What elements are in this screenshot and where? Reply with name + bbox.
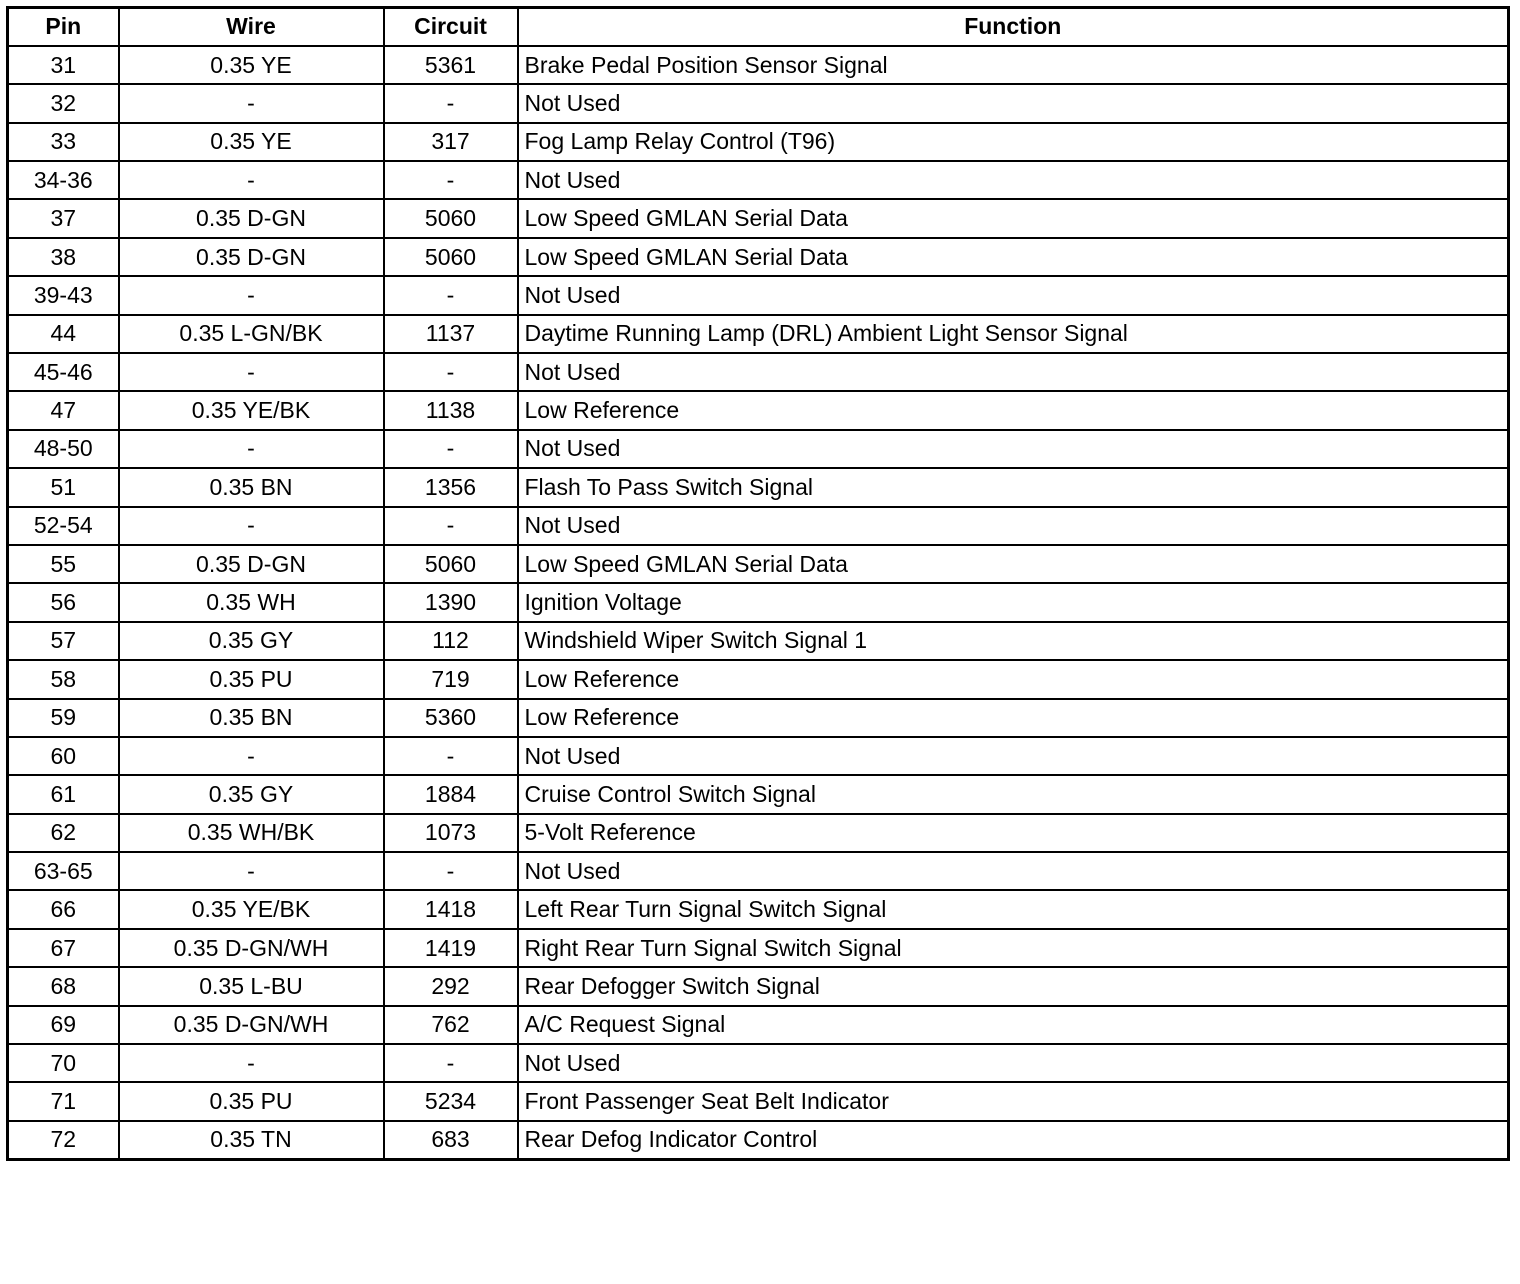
wire-cell: 0.35 BN <box>119 699 384 737</box>
table-row <box>8 391 1509 429</box>
circuit-cell: 683 <box>384 1121 518 1159</box>
table-row <box>8 315 1509 353</box>
table-row <box>8 430 1509 468</box>
connector-pinout-table <box>6 6 1510 1161</box>
function-cell: Not Used <box>518 1044 1509 1082</box>
table-row <box>8 46 1509 84</box>
function-cell: Left Rear Turn Signal Switch Signal <box>518 890 1509 928</box>
pin-cell: 67 <box>8 929 119 967</box>
pin-cell: 39-43 <box>8 276 119 314</box>
pin-cell: 58 <box>8 660 119 698</box>
pin-cell: 52-54 <box>8 507 119 545</box>
table-row <box>8 507 1509 545</box>
circuit-column-header: Circuit <box>384 8 518 46</box>
function-cell: Not Used <box>518 161 1509 199</box>
table-row <box>8 545 1509 583</box>
table-row <box>8 852 1509 890</box>
wire-cell: 0.35 L-BU <box>119 967 384 1005</box>
circuit-cell: - <box>384 737 518 775</box>
pin-cell: 32 <box>8 84 119 122</box>
pin-cell: 59 <box>8 699 119 737</box>
function-cell: Rear Defogger Switch Signal <box>518 967 1509 1005</box>
function-column-header: Function <box>518 8 1509 46</box>
table-row <box>8 622 1509 660</box>
function-cell: Not Used <box>518 276 1509 314</box>
pin-cell: 47 <box>8 391 119 429</box>
pin-cell: 44 <box>8 315 119 353</box>
function-cell: Right Rear Turn Signal Switch Signal <box>518 929 1509 967</box>
header-row <box>8 8 1509 46</box>
table-body <box>8 46 1509 1159</box>
table-row <box>8 699 1509 737</box>
pin-cell: 34-36 <box>8 161 119 199</box>
wire-cell: 0.35 YE <box>119 123 384 161</box>
wire-cell: 0.35 YE/BK <box>119 890 384 928</box>
pin-cell: 61 <box>8 775 119 813</box>
table-row <box>8 238 1509 276</box>
circuit-cell: 5060 <box>384 238 518 276</box>
function-cell: Ignition Voltage <box>518 583 1509 621</box>
table-row <box>8 1121 1509 1159</box>
pin-cell: 63-65 <box>8 852 119 890</box>
pin-column-header: Pin <box>8 8 119 46</box>
wire-cell: 0.35 WH <box>119 583 384 621</box>
circuit-cell: 5060 <box>384 545 518 583</box>
function-cell: Low Reference <box>518 391 1509 429</box>
wire-cell: 0.35 D-GN <box>119 238 384 276</box>
wire-cell: 0.35 GY <box>119 775 384 813</box>
wire-cell: 0.35 WH/BK <box>119 814 384 852</box>
circuit-cell: 1138 <box>384 391 518 429</box>
wire-cell: 0.35 D-GN/WH <box>119 929 384 967</box>
table-row <box>8 84 1509 122</box>
function-cell: Daytime Running Lamp (DRL) Ambient Light Sensor Signal <box>518 315 1509 353</box>
pin-cell: 72 <box>8 1121 119 1159</box>
table-row <box>8 660 1509 698</box>
wire-cell: - <box>119 1044 384 1082</box>
table-row <box>8 890 1509 928</box>
function-cell: Brake Pedal Position Sensor Signal <box>518 46 1509 84</box>
circuit-cell: - <box>384 161 518 199</box>
function-cell: Low Speed GMLAN Serial Data <box>518 238 1509 276</box>
function-cell: Not Used <box>518 84 1509 122</box>
circuit-cell: 5060 <box>384 199 518 237</box>
wire-cell: 0.35 YE/BK <box>119 391 384 429</box>
wire-cell: - <box>119 161 384 199</box>
circuit-cell: 719 <box>384 660 518 698</box>
pin-cell: 33 <box>8 123 119 161</box>
function-cell: Rear Defog Indicator Control <box>518 1121 1509 1159</box>
wire-cell: 0.35 PU <box>119 660 384 698</box>
table-row <box>8 583 1509 621</box>
circuit-cell: 317 <box>384 123 518 161</box>
wire-cell: 0.35 BN <box>119 468 384 506</box>
circuit-cell: 5360 <box>384 699 518 737</box>
wire-cell: - <box>119 84 384 122</box>
pin-cell: 60 <box>8 737 119 775</box>
circuit-cell: 292 <box>384 967 518 1005</box>
table-row <box>8 123 1509 161</box>
circuit-cell: 5234 <box>384 1082 518 1120</box>
function-cell: Low Reference <box>518 699 1509 737</box>
circuit-cell: - <box>384 84 518 122</box>
wire-cell: 0.35 TN <box>119 1121 384 1159</box>
circuit-cell: - <box>384 507 518 545</box>
wire-cell: 0.35 D-GN <box>119 545 384 583</box>
circuit-cell: 1390 <box>384 583 518 621</box>
circuit-cell: - <box>384 852 518 890</box>
wire-cell: 0.35 L-GN/BK <box>119 315 384 353</box>
wire-cell: - <box>119 507 384 545</box>
wire-cell: 0.35 YE <box>119 46 384 84</box>
table-row <box>8 1006 1509 1044</box>
circuit-cell: 1073 <box>384 814 518 852</box>
wire-cell: 0.35 PU <box>119 1082 384 1120</box>
function-cell: Not Used <box>518 737 1509 775</box>
circuit-cell: - <box>384 430 518 468</box>
wire-cell: - <box>119 852 384 890</box>
pin-cell: 68 <box>8 967 119 1005</box>
table-row <box>8 1044 1509 1082</box>
table-row <box>8 199 1509 237</box>
pin-cell: 70 <box>8 1044 119 1082</box>
wire-cell: 0.35 D-GN/WH <box>119 1006 384 1044</box>
table-row <box>8 353 1509 391</box>
function-cell: Not Used <box>518 430 1509 468</box>
function-cell: Not Used <box>518 852 1509 890</box>
circuit-cell: 112 <box>384 622 518 660</box>
table-row <box>8 468 1509 506</box>
wire-cell: 0.35 D-GN <box>119 199 384 237</box>
table-row <box>8 929 1509 967</box>
wire-cell: - <box>119 737 384 775</box>
function-cell: Low Speed GMLAN Serial Data <box>518 199 1509 237</box>
circuit-cell: - <box>384 353 518 391</box>
table-row <box>8 161 1509 199</box>
function-cell: Fog Lamp Relay Control (T96) <box>518 123 1509 161</box>
pin-cell: 56 <box>8 583 119 621</box>
table-row <box>8 737 1509 775</box>
pin-cell: 37 <box>8 199 119 237</box>
circuit-cell: 1419 <box>384 929 518 967</box>
function-cell: Not Used <box>518 507 1509 545</box>
wire-cell: - <box>119 430 384 468</box>
wire-column-header: Wire <box>119 8 384 46</box>
pin-cell: 57 <box>8 622 119 660</box>
wire-cell: 0.35 GY <box>119 622 384 660</box>
circuit-cell: 1356 <box>384 468 518 506</box>
circuit-cell: 1137 <box>384 315 518 353</box>
function-cell: 5-Volt Reference <box>518 814 1509 852</box>
function-cell: Low Speed GMLAN Serial Data <box>518 545 1509 583</box>
pin-cell: 51 <box>8 468 119 506</box>
wire-cell: - <box>119 276 384 314</box>
table-row <box>8 1082 1509 1120</box>
pin-cell: 31 <box>8 46 119 84</box>
circuit-cell: - <box>384 1044 518 1082</box>
circuit-cell: 762 <box>384 1006 518 1044</box>
pin-cell: 66 <box>8 890 119 928</box>
wire-cell: - <box>119 353 384 391</box>
table-row <box>8 967 1509 1005</box>
circuit-cell: 1418 <box>384 890 518 928</box>
function-cell: Not Used <box>518 353 1509 391</box>
function-cell: A/C Request Signal <box>518 1006 1509 1044</box>
table-row <box>8 814 1509 852</box>
table-row <box>8 276 1509 314</box>
pin-cell: 71 <box>8 1082 119 1120</box>
pin-cell: 62 <box>8 814 119 852</box>
function-cell: Low Reference <box>518 660 1509 698</box>
pin-cell: 69 <box>8 1006 119 1044</box>
pin-cell: 38 <box>8 238 119 276</box>
circuit-cell: 5361 <box>384 46 518 84</box>
function-cell: Cruise Control Switch Signal <box>518 775 1509 813</box>
function-cell: Windshield Wiper Switch Signal 1 <box>518 622 1509 660</box>
function-cell: Flash To Pass Switch Signal <box>518 468 1509 506</box>
circuit-cell: 1884 <box>384 775 518 813</box>
pin-cell: 45-46 <box>8 353 119 391</box>
table-row <box>8 775 1509 813</box>
pin-cell: 55 <box>8 545 119 583</box>
function-cell: Front Passenger Seat Belt Indicator <box>518 1082 1509 1120</box>
circuit-cell: - <box>384 276 518 314</box>
pin-cell: 48-50 <box>8 430 119 468</box>
